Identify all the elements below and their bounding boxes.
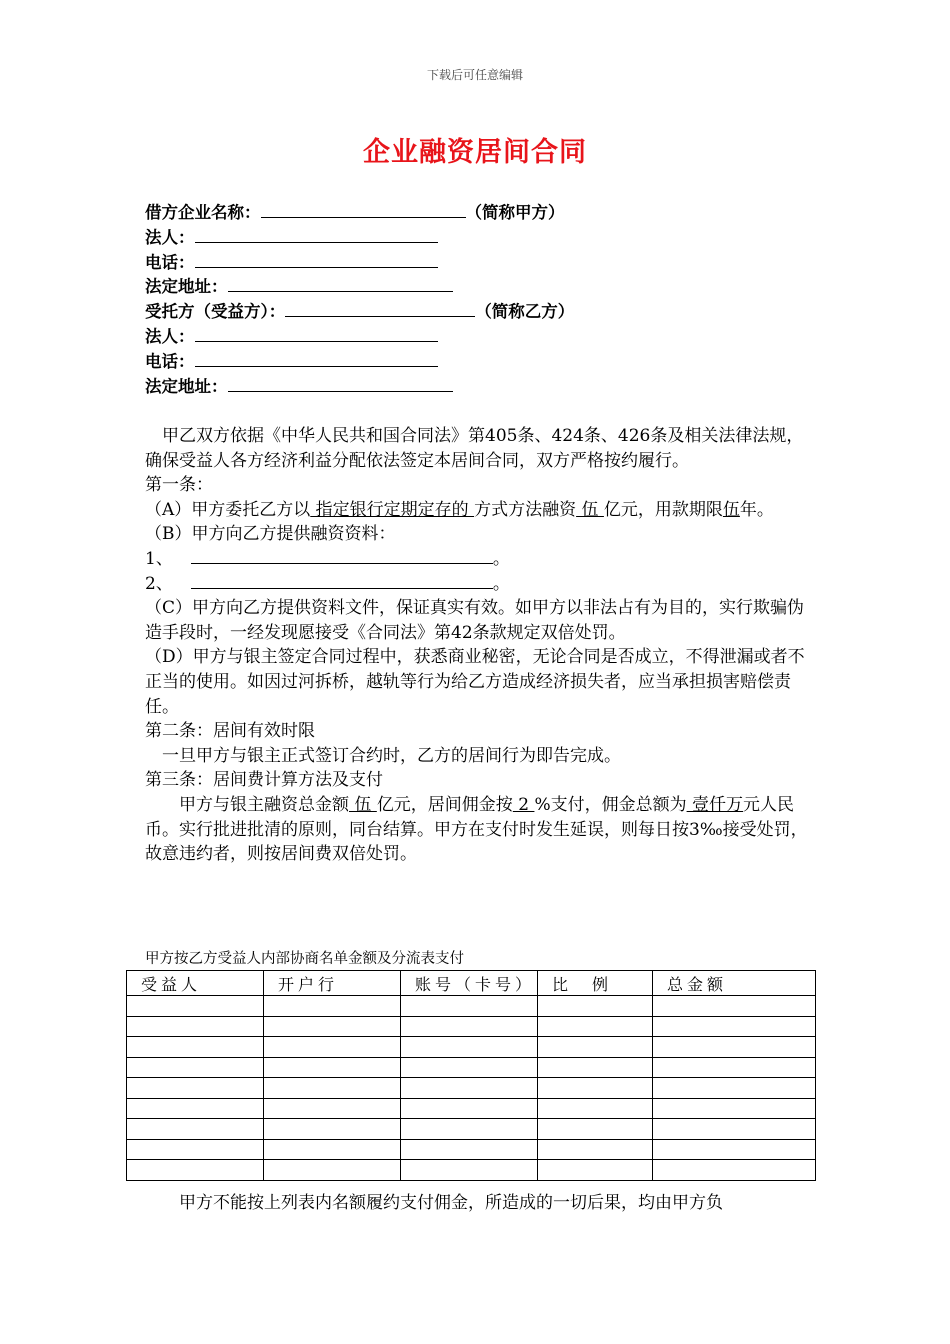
table-cell[interactable] [538, 1160, 653, 1181]
table-cell[interactable] [653, 1078, 816, 1099]
trustee-suffix: （简称乙方） [475, 302, 575, 322]
table-row [127, 1016, 816, 1037]
article3-heading: 第三条：居间费计算方法及支付 [145, 770, 383, 791]
article3-paragraph [145, 793, 810, 867]
table-cell[interactable] [264, 996, 401, 1017]
article1-heading: 第一条： [145, 475, 213, 496]
article3-text: 甲方与银主融资总金额 [179, 794, 349, 815]
item-number: 2、 [145, 573, 173, 594]
phone-label: 电话： [145, 351, 195, 371]
table-cell[interactable] [538, 1098, 653, 1119]
header-account: 账号（卡号） [401, 971, 538, 996]
article1-clause-c: （C）甲方向乙方提供资料文件，保证真实有效。如甲方以非法占有为目的，实行欺骗伪造手段时，一经发现愿接受《合同法》第42条款规定双倍处罚。 [145, 598, 805, 643]
table-cell[interactable] [127, 1160, 264, 1181]
table-cell[interactable] [127, 1057, 264, 1078]
trustee-legal-person-blank[interactable] [195, 324, 438, 342]
financing-amount: 伍 [576, 499, 604, 520]
borrower-legal-person-blank[interactable] [195, 225, 438, 243]
article3-text: 元人民币。实行批进批清的原则，同台结算。甲方在支付时发生延误，则每日按3‰接受处罚，故意违约者，则按居间费双倍处罚。 [145, 794, 808, 865]
material-item-2-blank[interactable] [191, 573, 493, 589]
borrower-label: 借方企业名称： [145, 203, 261, 222]
address-label: 法定地址： [145, 277, 228, 297]
table-cell[interactable] [127, 1139, 264, 1160]
phone-label: 电话： [145, 252, 195, 272]
intro-paragraph: 甲乙双方依据《中华人民共和国合同法》第405条、424条、426条及相关法律法规，确保受益人各方经济利益分配依法签定本居间合同，双方严格按约履行。 [145, 426, 804, 471]
table-row [127, 1078, 816, 1099]
trustee-phone-blank[interactable] [195, 349, 438, 367]
article1-clause-d: （D）甲方与银主签定合同过程中，获悉商业秘密，无论合同是否成立，不得泄漏或者不正当的使用。如因过河拆桥，越轨等行为给乙方造成经济损失者，应当承担损害赔偿责任。 [145, 647, 805, 717]
table-header-row [127, 971, 816, 996]
table-cell[interactable] [401, 1098, 538, 1119]
borrower-phone-row [145, 250, 825, 275]
table-cell[interactable] [127, 1119, 264, 1140]
material-item-1-blank[interactable] [191, 548, 493, 564]
header-ratio: 比 例 [538, 971, 653, 996]
table-row [127, 1119, 816, 1140]
commission-rate: 2 [512, 794, 535, 815]
trustee-name-blank[interactable] [285, 299, 475, 317]
header-total: 总金额 [653, 971, 816, 996]
clause-a-text: 年。 [739, 499, 774, 520]
table-cell[interactable] [127, 1098, 264, 1119]
table-cell[interactable] [127, 1037, 264, 1058]
financing-method: 指定银行定期定存的 [310, 499, 475, 520]
table-row [127, 1139, 816, 1160]
table-cell[interactable] [401, 1160, 538, 1181]
table-cell[interactable] [653, 1160, 816, 1181]
table-cell[interactable] [653, 996, 816, 1017]
table-cell[interactable] [264, 1160, 401, 1181]
borrower-name-blank[interactable] [261, 200, 466, 218]
material-item-1 [145, 547, 810, 572]
table-cell[interactable] [264, 1037, 401, 1058]
table-cell[interactable] [264, 1078, 401, 1099]
header-bank: 开户行 [264, 971, 401, 996]
total-financing-amount: 伍 [349, 794, 377, 815]
trustee-address-blank[interactable] [228, 374, 453, 392]
trustee-legal-person-row [145, 324, 825, 349]
beneficiary-table [126, 970, 816, 1181]
clause-a-text: （A）甲方委托乙方以 [145, 499, 311, 520]
document-title: 企业融资居间合同 [363, 137, 587, 168]
table-cell[interactable] [401, 1016, 538, 1037]
table-row [127, 1037, 816, 1058]
article2-text: 一旦甲方与银主正式签订合约时，乙方的居间行为即告完成。 [162, 745, 621, 766]
item-number: 1、 [145, 548, 173, 569]
table-cell[interactable] [127, 1016, 264, 1037]
table-cell[interactable] [401, 1037, 538, 1058]
table-cell[interactable] [401, 1057, 538, 1078]
clause-a-text: 亿元，用款期限 [603, 499, 723, 520]
table-cell[interactable] [127, 996, 264, 1017]
borrower-suffix: （简称甲方） [465, 203, 565, 222]
table-row [127, 1098, 816, 1119]
table-cell[interactable] [653, 1016, 816, 1037]
table-cell[interactable] [538, 1119, 653, 1140]
table-cell[interactable] [264, 1016, 401, 1037]
table-cell[interactable] [264, 1119, 401, 1140]
table-caption: 甲方按乙方受益人内部协商名单金额及分流表支付 [145, 951, 464, 967]
table-cell[interactable] [264, 1057, 401, 1078]
borrower-address-row [145, 274, 825, 299]
table-cell[interactable] [264, 1139, 401, 1160]
legal-person-label: 法人： [145, 227, 195, 247]
trustee-address-row [145, 374, 825, 399]
table-cell[interactable] [538, 1057, 653, 1078]
borrower-name-row [145, 200, 825, 225]
borrower-legal-person-row [145, 225, 825, 250]
commission-total: 壹仟万 [686, 794, 743, 815]
table-cell[interactable] [401, 1139, 538, 1160]
table-cell[interactable] [538, 1139, 653, 1160]
closing-text: 甲方不能按上列表内名额履约支付佣金，所造成的一切后果，均由甲方负 [179, 1193, 723, 1213]
table-cell[interactable] [653, 1037, 816, 1058]
table-body [127, 996, 816, 1181]
article3-text: 亿元，居间佣金按 [376, 794, 513, 815]
article1-clause-b: （B）甲方向乙方提供融资资料： [145, 524, 396, 545]
table-row [127, 1160, 816, 1181]
article1-clause-a [145, 498, 810, 523]
contract-body [145, 424, 810, 867]
closing-paragraph [145, 1191, 810, 1215]
trustee-phone-row [145, 349, 825, 374]
table-cell[interactable] [653, 1139, 816, 1160]
borrower-phone-blank[interactable] [195, 250, 438, 268]
header-note: 下载后可任意编辑 [426, 68, 523, 82]
party-info [145, 200, 825, 398]
table-cell[interactable] [401, 1119, 538, 1140]
item-end: 。 [492, 573, 510, 594]
legal-person-label: 法人： [145, 326, 195, 346]
table-cell[interactable] [127, 1078, 264, 1099]
table-row [127, 1057, 816, 1078]
loan-term-years: 伍 [722, 499, 740, 520]
table-cell[interactable] [653, 1098, 816, 1119]
address-label: 法定地址： [145, 376, 228, 396]
table-cell[interactable] [401, 996, 538, 1017]
borrower-address-blank[interactable] [228, 274, 453, 292]
table-cell[interactable] [538, 1078, 653, 1099]
trustee-label: 受托方（受益方）： [145, 302, 286, 322]
article2-heading: 第二条：居间有效时限 [145, 721, 315, 742]
article3-text: %支付，佣金总额为 [534, 794, 687, 815]
table-cell[interactable] [538, 996, 653, 1017]
header-beneficiary: 受益人 [127, 971, 264, 996]
table-cell[interactable] [538, 1016, 653, 1037]
trustee-name-row [145, 299, 825, 324]
table-cell[interactable] [653, 1057, 816, 1078]
table-row [127, 996, 816, 1017]
table-cell[interactable] [264, 1098, 401, 1119]
table-cell[interactable] [538, 1037, 653, 1058]
table-cell[interactable] [401, 1078, 538, 1099]
clause-a-text: 方式方法融资 [474, 499, 577, 520]
table-cell[interactable] [653, 1119, 816, 1140]
item-end: 。 [492, 548, 510, 569]
material-item-2 [145, 572, 810, 597]
